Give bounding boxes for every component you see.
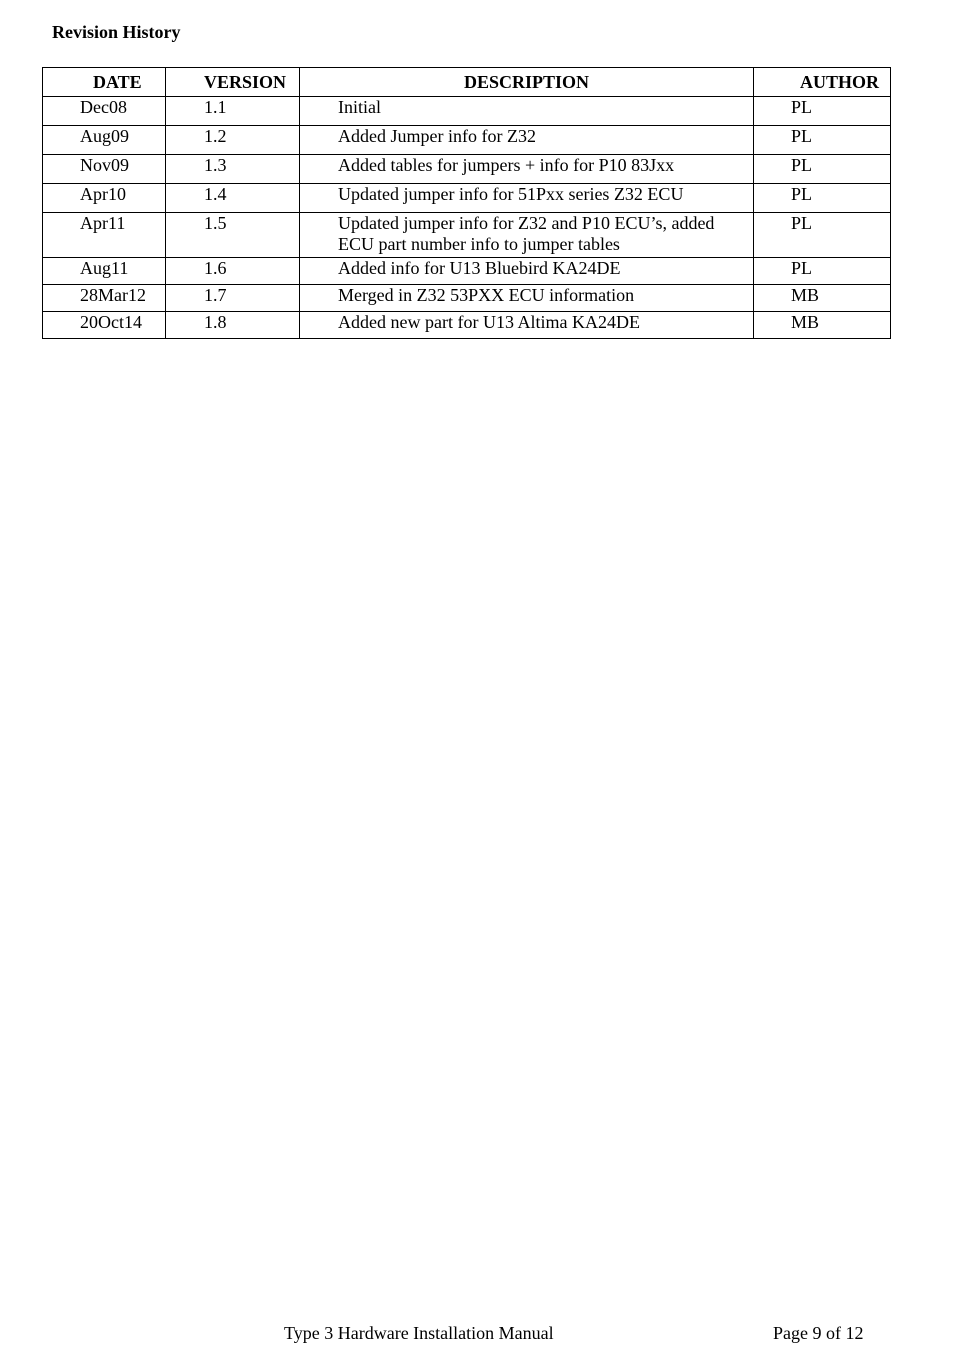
table-header-row (43, 68, 891, 97)
cell-description: Updated jumper info for Z32 and P10 ECU’s, added ECU part number info to jumper tables (300, 213, 754, 258)
table-row (43, 258, 891, 285)
cell-date: Dec08 (43, 97, 166, 126)
table-row (43, 285, 891, 312)
cell-date: Apr11 (43, 213, 166, 258)
table-row (43, 213, 891, 258)
revision-history-table (42, 67, 891, 339)
cell-author: PL (754, 213, 891, 258)
table-row (43, 126, 891, 155)
column-header-version: VERSION (166, 68, 300, 97)
cell-description: Updated jumper info for 51Pxx series Z32 ECU (300, 184, 754, 213)
cell-author: PL (754, 258, 891, 285)
cell-date: 28Mar12 (43, 285, 166, 312)
table-row (43, 155, 891, 184)
cell-author: MB (754, 312, 891, 339)
cell-version: 1.6 (166, 258, 300, 285)
cell-version: 1.7 (166, 285, 300, 312)
cell-description: Added Jumper info for Z32 (300, 126, 754, 155)
cell-date: 20Oct14 (43, 312, 166, 339)
cell-author: PL (754, 155, 891, 184)
cell-version: 1.3 (166, 155, 300, 184)
cell-version: 1.8 (166, 312, 300, 339)
table-row (43, 312, 891, 339)
table-row (43, 97, 891, 126)
cell-version: 1.5 (166, 213, 300, 258)
column-header-author: AUTHOR (754, 68, 891, 97)
cell-description: Added info for U13 Bluebird KA24DE (300, 258, 754, 285)
footer-document-title: Type 3 Hardware Installation Manual (284, 1323, 554, 1343)
table-row (43, 184, 891, 213)
cell-author: MB (754, 285, 891, 312)
cell-date: Aug09 (43, 126, 166, 155)
footer-page-number: Page 9 of 12 (773, 1323, 864, 1343)
cell-description: Added tables for jumpers + info for P10 83Jxx (300, 155, 754, 184)
cell-date: Nov09 (43, 155, 166, 184)
cell-description: Merged in Z32 53PXX ECU information (300, 285, 754, 312)
cell-author: PL (754, 97, 891, 126)
cell-description: Initial (300, 97, 754, 126)
section-title: Revision History (52, 22, 181, 42)
cell-version: 1.4 (166, 184, 300, 213)
cell-date: Apr10 (43, 184, 166, 213)
column-header-description: DESCRIPTION (300, 68, 754, 97)
cell-date: Aug11 (43, 258, 166, 285)
cell-author: PL (754, 184, 891, 213)
cell-version: 1.2 (166, 126, 300, 155)
column-header-date: DATE (43, 68, 166, 97)
cell-author: PL (754, 126, 891, 155)
cell-description: Added new part for U13 Altima KA24DE (300, 312, 754, 339)
cell-version: 1.1 (166, 97, 300, 126)
